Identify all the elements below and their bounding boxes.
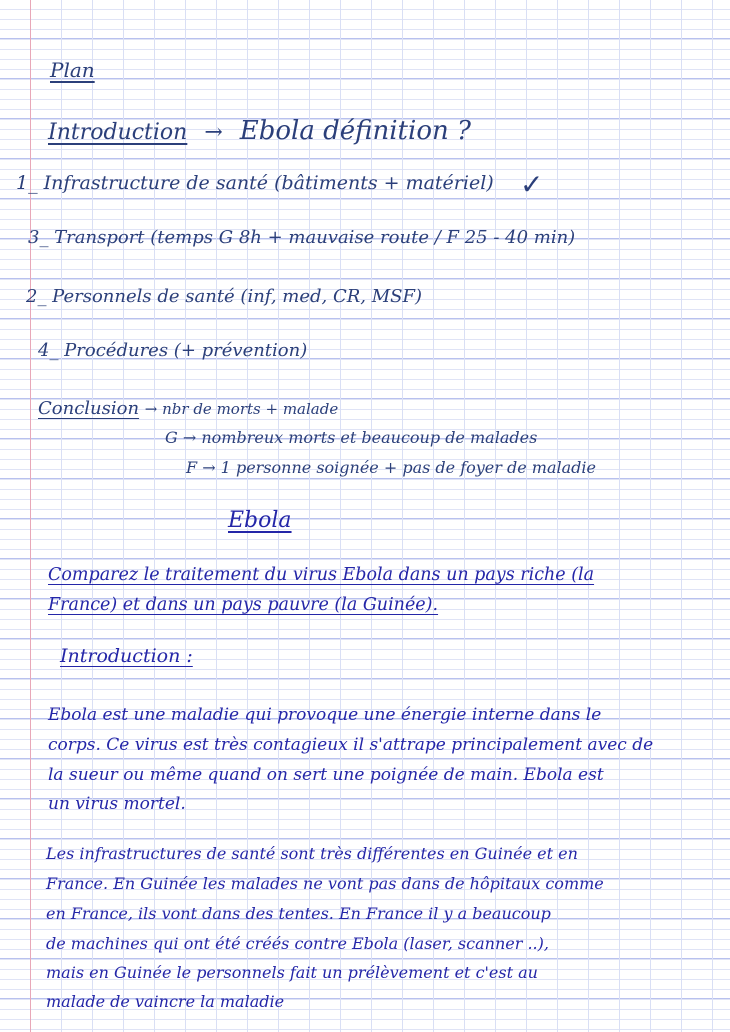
paragraph-2-line: mais en Guinée le personnels fait un prélèvement et c'est au [46,963,538,982]
paragraph-2-line: France. En Guinée les malades ne vont pas dans de hôpitaux comme [46,874,604,893]
plan-introduction-line [48,116,471,146]
plan-conclusion-guinee: G → nombreux morts et beaucoup de malades [165,428,538,447]
plan-intro-text: Ebola définition ? [239,116,471,146]
plan-conclusion-line [38,398,338,419]
paragraph-1-line: corps. Ce virus est très contagieux il s'attrape principalement avec de [48,735,654,755]
paragraph-1-line: un virus mortel. [48,794,186,814]
plan-item-2: 2_ Personnels de santé (inf, med, CR, MSF) [26,286,422,307]
paragraph-2-line: de machines qui ont été créés contre Ebola (laser, scanner ..), [46,934,549,953]
plan-conclusion-label: Conclusion [38,398,140,419]
paragraph-2-line: malade de vaincre la maladie [46,992,285,1011]
essay-title: Ebola [228,508,292,533]
paragraph-1-line: Ebola est une maladie qui provoque une énergie interne dans le [48,705,602,725]
plan-item-1: 1_ Infrastructure de santé (bâtiments + matériel) [16,172,494,194]
essay-question-line-1: Comparez le traitement du virus Ebola dans un pays riche (la [48,565,595,585]
paragraph-1-line: la sueur ou même quand on sert une poignée de main. Ebola est [48,765,604,785]
plan-item-4: 4_ Procédures (+ prévention) [38,340,308,361]
arrow-icon: → [204,120,223,145]
introduction-heading: Introduction : [60,645,193,667]
plan-heading: Plan [50,58,95,82]
check-mark-icon: ✓ [520,168,544,201]
paragraph-2-line: en France, ils vont dans des tentes. En France il y a beaucoup [46,904,551,923]
plan-intro-label: Introduction [48,120,188,145]
paragraph-2-line: Les infrastructures de santé sont très différentes en Guinée et en [46,844,578,863]
essay-question-line-2: France) et dans un pays pauvre (la Guinée). [48,595,439,615]
plan-conclusion-france: F → 1 personne soignée + pas de foyer de maladie [186,458,596,477]
plan-conclusion-text: → nbr de morts + malade [144,400,339,418]
plan-item-3: 3_ Transport (temps G 8h + mauvaise route / F 25 - 40 min) [28,227,576,248]
